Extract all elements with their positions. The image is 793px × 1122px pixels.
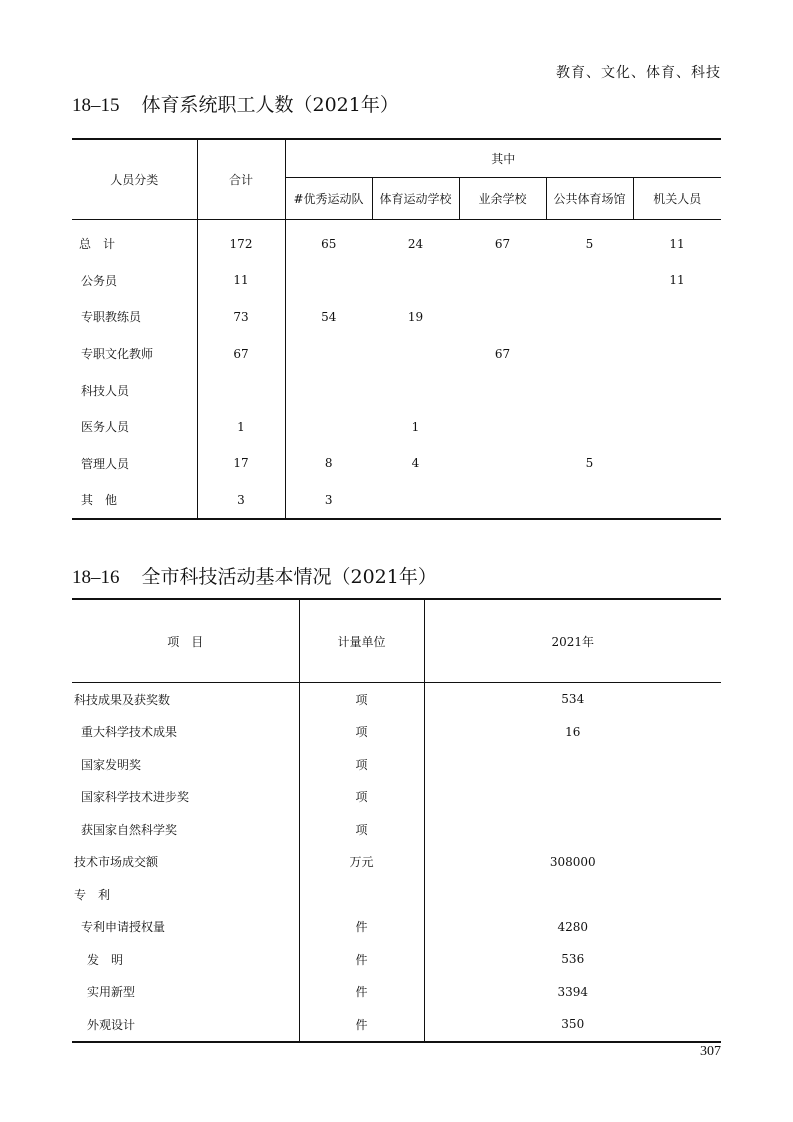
row-label: 其 他 — [72, 482, 197, 520]
row-cell: 19 — [407, 309, 424, 324]
table-row — [72, 335, 721, 372]
header-year: 2021年 — [424, 599, 721, 683]
header-item: 项 目 — [72, 599, 299, 683]
row-cell — [459, 262, 546, 299]
running-head: 教育、文化、体育、科技 — [556, 65, 721, 81]
row-cell — [633, 335, 721, 372]
row-label: 技术市场成交额 — [72, 846, 299, 879]
row-value: 536 — [561, 952, 585, 967]
row-label: 重大科学技术成果 — [72, 716, 299, 749]
row-total: 11 — [197, 262, 285, 299]
row-value: 3394 — [557, 984, 589, 999]
row-cell: 5 — [585, 456, 594, 471]
row-cell: 8 — [324, 456, 333, 471]
row-value — [424, 781, 721, 814]
header-sub-1: #优秀运动队 — [285, 177, 372, 219]
row-value: 4280 — [557, 919, 589, 934]
header-sub-4: 公共体育场馆 — [546, 177, 633, 219]
row-cell — [633, 445, 721, 482]
header-sub-2: 体育运动学校 — [372, 177, 459, 219]
sci-tech-activity-table — [72, 598, 721, 1043]
row-unit: 项 — [299, 716, 424, 749]
table-row — [72, 781, 721, 814]
table2-number: 18–16 — [72, 567, 120, 588]
table-row — [72, 372, 721, 409]
row-cell — [372, 482, 459, 520]
row-value — [424, 813, 721, 846]
table2-title: 全市科技活动基本情况（2021年） — [141, 566, 437, 588]
row-cell — [459, 372, 546, 409]
row-cell — [546, 482, 633, 520]
row-unit: 项 — [299, 683, 424, 716]
row-label: 专职文化教师 — [72, 335, 197, 372]
row-total — [197, 372, 285, 409]
row-unit — [299, 878, 424, 911]
row-label: 专职教练员 — [72, 299, 197, 336]
row-value — [424, 878, 721, 911]
table-row — [72, 911, 721, 944]
table-row — [72, 445, 721, 482]
row-label: 国家发明奖 — [72, 748, 299, 781]
row-label: 科技成果及获奖数 — [72, 683, 299, 716]
header-sub-3: 业余学校 — [459, 177, 546, 219]
row-cell — [285, 372, 372, 409]
row-value: 308000 — [549, 854, 596, 869]
header-category: 人员分类 — [72, 139, 197, 219]
row-cell — [285, 262, 372, 299]
row-cell — [459, 445, 546, 482]
row-label: 实用新型 — [72, 976, 299, 1009]
row-cell: 65 — [321, 236, 337, 251]
row-label: 科技人员 — [72, 372, 197, 409]
table-row — [72, 262, 721, 299]
row-label: 医务人员 — [72, 408, 197, 445]
row-total: 73 — [197, 299, 285, 336]
row-total: 17 — [197, 445, 285, 482]
row-cell — [546, 299, 633, 336]
row-cell: 24 — [407, 236, 424, 251]
row-cell: 4 — [411, 456, 420, 471]
table1-heading — [72, 90, 399, 117]
table-row — [72, 976, 721, 1009]
row-cell — [633, 372, 721, 409]
row-cell — [459, 482, 546, 520]
row-cell: 11 — [669, 273, 685, 288]
header-total: 合计 — [197, 139, 285, 219]
row-cell — [285, 408, 372, 445]
row-unit: 项 — [299, 781, 424, 814]
row-cell — [372, 372, 459, 409]
row-value: 534 — [561, 692, 585, 707]
row-label: 国家科学技术进步奖 — [72, 781, 299, 814]
table1-number: 18–15 — [72, 95, 120, 116]
row-cell: 54 — [321, 309, 337, 324]
row-label: 专利申请授权量 — [72, 911, 299, 944]
row-cell — [546, 372, 633, 409]
table-row — [72, 943, 721, 976]
table-row — [72, 219, 721, 262]
row-unit: 万元 — [299, 846, 424, 879]
table-row — [72, 408, 721, 445]
table1-title: 体育系统职工人数（2021年） — [141, 94, 399, 116]
row-label: 获国家自然科学奖 — [72, 813, 299, 846]
table-row — [72, 846, 721, 879]
table-row — [72, 748, 721, 781]
row-unit: 件 — [299, 976, 424, 1009]
table-row — [72, 683, 721, 716]
row-total: 1 — [197, 408, 285, 445]
row-cell: 11 — [669, 236, 685, 251]
table2-heading — [72, 562, 437, 589]
row-cell — [633, 299, 721, 336]
row-total: 172 — [197, 219, 285, 262]
row-value: 350 — [561, 1017, 585, 1032]
row-cell: 3 — [324, 492, 333, 507]
row-cell: 67 — [494, 346, 511, 361]
row-cell: 5 — [585, 236, 594, 251]
row-total: 67 — [197, 335, 285, 372]
page-number: 307 — [700, 1044, 721, 1059]
staff-count-table — [72, 138, 721, 520]
header-sub-5: 机关人员 — [633, 177, 721, 219]
row-label: 公务员 — [72, 262, 197, 299]
row-label: 总 计 — [72, 219, 197, 262]
row-unit: 件 — [299, 943, 424, 976]
row-label: 发 明 — [72, 943, 299, 976]
row-cell — [546, 262, 633, 299]
row-label: 专 利 — [72, 878, 299, 911]
table-row — [72, 716, 721, 749]
header-group: 其中 — [285, 139, 721, 177]
row-label: 管理人员 — [72, 445, 197, 482]
table-row — [72, 1008, 721, 1042]
row-unit: 件 — [299, 911, 424, 944]
row-cell — [633, 482, 721, 520]
row-label: 外观设计 — [72, 1008, 299, 1042]
row-unit: 项 — [299, 748, 424, 781]
row-cell: 67 — [494, 236, 511, 251]
row-unit: 件 — [299, 1008, 424, 1042]
row-cell — [285, 335, 372, 372]
row-value — [424, 748, 721, 781]
table-row — [72, 813, 721, 846]
table-row — [72, 482, 721, 520]
row-total: 3 — [197, 482, 285, 520]
row-cell — [546, 335, 633, 372]
row-unit: 项 — [299, 813, 424, 846]
row-cell — [372, 262, 459, 299]
row-cell — [459, 299, 546, 336]
table-row — [72, 299, 721, 336]
row-cell — [372, 335, 459, 372]
header-unit: 计量单位 — [299, 599, 424, 683]
row-value: 16 — [565, 724, 581, 739]
row-cell: 1 — [411, 419, 420, 434]
row-cell — [459, 408, 546, 445]
row-cell — [546, 408, 633, 445]
table-row — [72, 878, 721, 911]
row-cell — [633, 408, 721, 445]
